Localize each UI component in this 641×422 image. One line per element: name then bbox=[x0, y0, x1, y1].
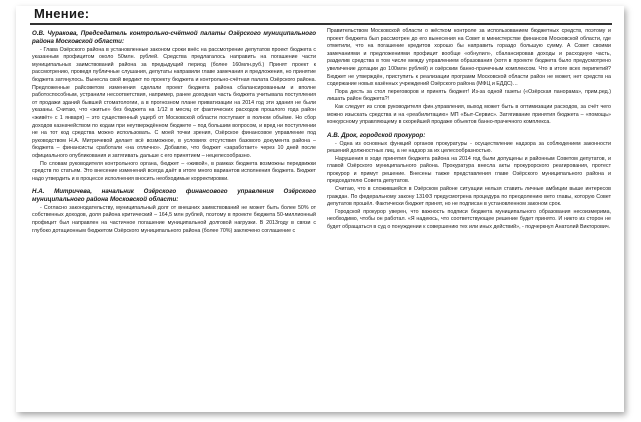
author-churakova: О.В. Чуракова, Председатель контрольно-счётной палаты Озёрского муниципального района Московской области: bbox=[32, 30, 316, 45]
paragraph: - Одна из основных функций органов прокуратуры - осуществление надзора за соблюдением законности решений должностных лиц, а не надзор за их целесообразностью. bbox=[327, 140, 611, 155]
title-divider bbox=[30, 23, 612, 25]
paragraph: Пора десть за стол переговоров и принять бюджет! Из-за одной газеты («Озёрская панорама», прим.ред.) лишать район бюджета?! bbox=[327, 88, 611, 103]
paragraph: Нарушения в ходе принятия бюджета района на 2014 год были допущены и районным Советом депутатов, и главой Озёрского муниципального района. Прокуратура внесла акты прокурорского реагирования, протест прокурор и примут решение. Внесены также представления главе Озёрского муниципального района и председателю Совета депутатов. bbox=[327, 155, 611, 185]
paragraph: Как следует из слов руководителя фин.управления, выход может быть в оптимизации расходов, за счёт чего можно изыскать средства и на «реабилитацию» МП «Быт-Сервис». Затягивание принятия бюджета – «помощь» конкурсному управляющему в скорейшей продаже объектов банно-прачечного комплекса. bbox=[327, 103, 611, 126]
paragraph: - Согласно законодательству, муниципальный долг от внешних заимствований не может быть более 50% от собственных доходов, доля района критический – 164,5 млн рублей, поэтому в проекте бюджета 50-миллионный профицит был направлен на частичное погашение муниципальной долговой нагрузки. В 2013году в связи с глубоко дотационным бюджетом Озёрского муниципального района (более 70%) заключено соглашение с bbox=[32, 204, 316, 234]
paragraph: Городской прокурор уверен, что важность подписи бюджета муниципального образования несоизмерима, необходимо, чтобы он работал. «Я надеюсь, что соответствующее решение будет принято. И никто из сторон не будет обращаться в суд о понуждении к совершению тех или иных действий», - подчеркнул Анатолий Викторович. bbox=[327, 208, 611, 231]
paragraph: По словам руководителя контрольного органа, бюджет – «живой», в рамках бюджета возможны передвижки средств по статьям. Это внесение изменений всегда даёт в итоге много вариантов исполнения бюджета. Бюджет надо утвердить и в процессе исполнения вносить необходимые корректировки. bbox=[32, 160, 316, 182]
paragraph: Правительством Московской области о жёстком контроле за использованием бюджетных средств, поэтому и проект бюджета был рассмотрен до его вынесения на Совет в министерстве финансов Московской области, где отметили, что на погашение кредитов хорошо бы направить гораздо большую сумму. А Совет своими замечаниями и предложениями профицит вообще «обнулил», сбалансировав доходы и расходную часть, разделив средства в том числе между управлением образования (хотя в проекте бюджета было предусмотрено увеличение дотации до 100млн рублей) и озёрским банно-прачечным комплексом. Что в итоге всех перипетий? Бюджет не утверждён, приступить к реализации программ Московской области район не может, нет средств на содержание новых казённых учреждений Озёрского района (МФЦ и ЕДДС)… bbox=[327, 28, 611, 88]
left-column bbox=[32, 28, 316, 235]
section-title: Мнение: bbox=[34, 6, 90, 21]
author-mitricheva: Н.А. Митричева, начальник Озёрского финансового управления Озёрского муниципального района Московской области: bbox=[32, 188, 316, 204]
paragraph: - Глава Озёрского района в установленные законом сроки внёс на рассмотрение депутатов проект бюджета с указанным профицитом около 50млн. рублей. Средства предлагалось направить на погашение части муниципальных заимствований района за предыдущий период (более 160млн.руб.) Принят проект к рассмотрению, проведя публичные слушания, депутаты направили главе замечания и предложения, но принятие бюджета затянулось. Вынесла свой вердикт по проекту бюджета и контрольно-счётная палата Озёрского района. Предложенные райсоветом изменения сделали проект бюджета района сбалансированным и вполне работоспособным, устранили несоответствия, например, ранее доходная часть бюджета учитывала поступления от продажи зданий бывшей стоматологии, а в прогнозном плане приватизации на 2014 год эти здания не были указаны. Считаю, что «житье» без бюджета на 1/12 в месяц от фактических расходов прошлого года район «живёт» с 1 января) – это существенный ущерб от Московской области поступают в полном объёме. Но сбор доходов казначейством по кодам при неутверждённом бюджете – под большим вопросом, и вред ни поступлении не на тот код средства можно использовать. С моей точки зрения, Озёрское финансовое управление под руководством Н.А. Митричевой делает всё возможное, в условиях отсутствия базового документа района – бюджета – финансисты сработали «на отлично». Добавлю, что бюджет «заработает» через 10 дней после официального опубликования и затягивать дальше с его принятием – нецелесообразно. bbox=[32, 46, 316, 159]
author-drok: А.В. Дрок, городской прокурор: bbox=[327, 131, 426, 139]
newspaper-page bbox=[16, 6, 624, 412]
right-column bbox=[327, 28, 611, 232]
paragraph: Считаю, что в сложившейся в Озёрском районе ситуации нельзя ставить личные амбиции выше интересов граждан. По федеральному закону 131ФЗ предусмотрена процедура по преодолению вето главы, которую Совет депутатов прошёл. Фактически бюджет принят, но не подписан в установленном законом срок. bbox=[327, 186, 611, 208]
